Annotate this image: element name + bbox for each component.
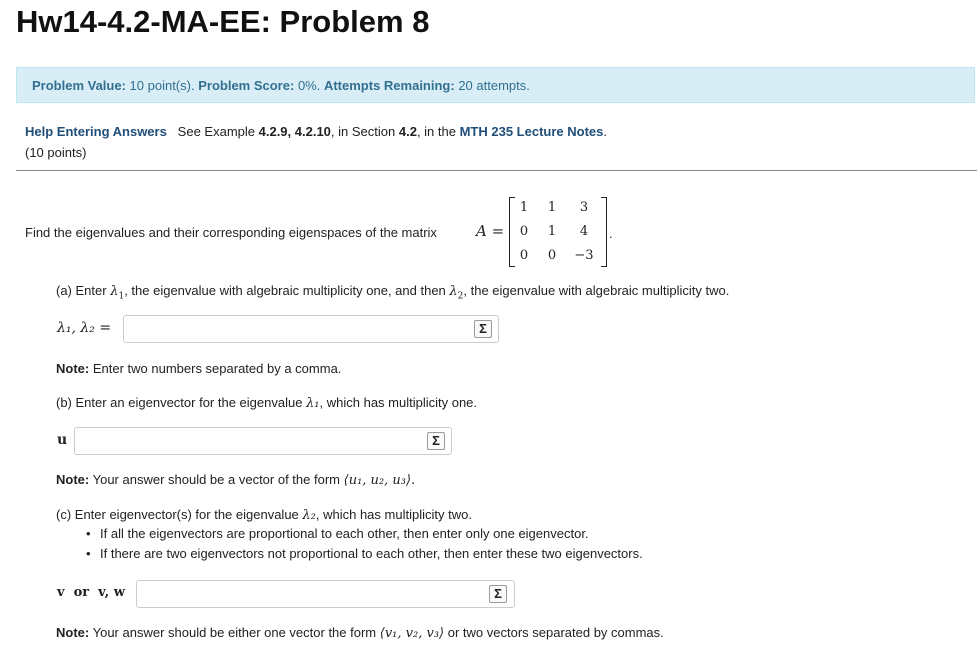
matrix-a	[509, 197, 607, 267]
attempts-remaining: 20 attempts.	[458, 78, 530, 93]
part-b-note	[56, 472, 415, 488]
list-item: • If there are two eigenvectors not proportional to each other, then enter these two eigenvectors.	[100, 546, 643, 562]
part-b-answer-label: u	[57, 432, 68, 448]
note-label: Note:	[56, 361, 90, 376]
part-a-note-text: Enter two numbers separated by a comma.	[92, 361, 342, 376]
problem-points: (10 points)	[25, 145, 87, 160]
part-a-instructions	[56, 283, 729, 302]
lambda-2: λ₂	[302, 508, 316, 523]
part-b-note-vector: ⟨u₁, u₂, u₃⟩.	[343, 473, 416, 488]
matrix-cell: 1	[519, 200, 529, 215]
part-b-instructions	[56, 395, 477, 411]
part-a-note	[56, 361, 341, 376]
part-b-text-1: (b) Enter an eigenvector for the eigenvalue	[56, 395, 303, 410]
note-label: Note:	[56, 625, 90, 640]
part-c-text-1: (c) Enter eigenvector(s) for the eigenvalue	[56, 507, 299, 522]
problem-value: 10 point(s).	[129, 78, 195, 93]
lambda-2: λ	[449, 284, 458, 299]
part-b-note-text: Your answer should be a vector of the form	[92, 472, 340, 487]
in-the-text: , in the	[416, 124, 456, 139]
part-c-instructions	[56, 507, 472, 523]
see-example-text: See Example	[177, 124, 255, 139]
in-section-text: , in Section	[330, 124, 396, 139]
part-a-text-3: , the eigenvalue with algebraic multiplicity two.	[463, 283, 730, 298]
eigenvector-vw-input[interactable]	[136, 580, 515, 608]
section-number: 4.2	[398, 124, 417, 139]
part-a-text-1: (a) Enter	[56, 283, 107, 298]
help-line	[25, 124, 607, 139]
lambda-2-sub: 2	[457, 291, 464, 302]
matrix-cell: 0	[519, 248, 529, 263]
divider	[16, 170, 977, 171]
matrix-cell: −3	[574, 248, 594, 263]
lambda-1: λ	[110, 284, 119, 299]
matrix-period: .	[609, 226, 613, 241]
note-label: Note:	[56, 472, 90, 487]
equation-editor-icon[interactable]: Σ	[427, 432, 445, 450]
part-a-text-2: , the eigenvalue with algebraic multiplicity one, and then	[124, 283, 446, 298]
eigenvalues-answer-input[interactable]	[123, 315, 499, 343]
part-a-answer-label: λ₁, λ₂ =	[57, 320, 112, 336]
lecture-notes-link[interactable]: MTH 235 Lecture Notes	[459, 124, 604, 139]
part-c-bullets	[100, 526, 643, 566]
eigenvector-u-input[interactable]	[74, 427, 452, 455]
part-c-note-vector: ⟨v₁, v₂, v₃⟩	[379, 626, 445, 641]
lambda-1: λ₁	[306, 396, 320, 411]
matrix-label: A =	[476, 222, 505, 240]
page-title: Hw14-4.2-MA-EE: Problem 8	[16, 4, 430, 39]
problem-prompt: Find the eigenvalues and their corresponding eigenspaces of the matrix	[25, 225, 437, 240]
problem-info-banner	[16, 67, 975, 103]
equation-editor-icon[interactable]: Σ	[489, 585, 507, 603]
part-c-note-text: Your answer should be either one vector the form	[92, 625, 377, 640]
attempts-remaining-label: Attempts Remaining:	[323, 78, 455, 93]
matrix-cell: 4	[579, 224, 589, 239]
matrix-cell: 0	[547, 248, 557, 263]
part-c-note-text-2: or two vectors separated by commas.	[447, 625, 664, 640]
part-c-note	[56, 625, 664, 641]
help-entering-answers-link[interactable]: Help Entering Answers	[25, 124, 167, 139]
matrix-cell: 3	[579, 200, 589, 215]
matrix-cell: 0	[519, 224, 529, 239]
part-c-text-2: , which has multiplicity two.	[315, 507, 472, 522]
equation-editor-icon[interactable]: Σ	[474, 320, 492, 338]
matrix-cell: 1	[547, 200, 557, 215]
matrix-cell: 1	[547, 224, 557, 239]
problem-score: 0%.	[297, 78, 321, 93]
problem-score-label: Problem Score:	[198, 78, 295, 93]
example-numbers: 4.2.9, 4.2.10	[258, 124, 331, 139]
help-period: .	[603, 124, 607, 139]
part-c-answer-label: v or v, w	[57, 585, 125, 600]
problem-value-label: Problem Value:	[32, 78, 126, 93]
part-b-text-2: , which has multiplicity one.	[319, 395, 478, 410]
list-item: • If all the eigenvectors are proportional to each other, then enter only one eigenvector.	[100, 526, 643, 542]
lambda-1-sub: 1	[118, 291, 125, 302]
